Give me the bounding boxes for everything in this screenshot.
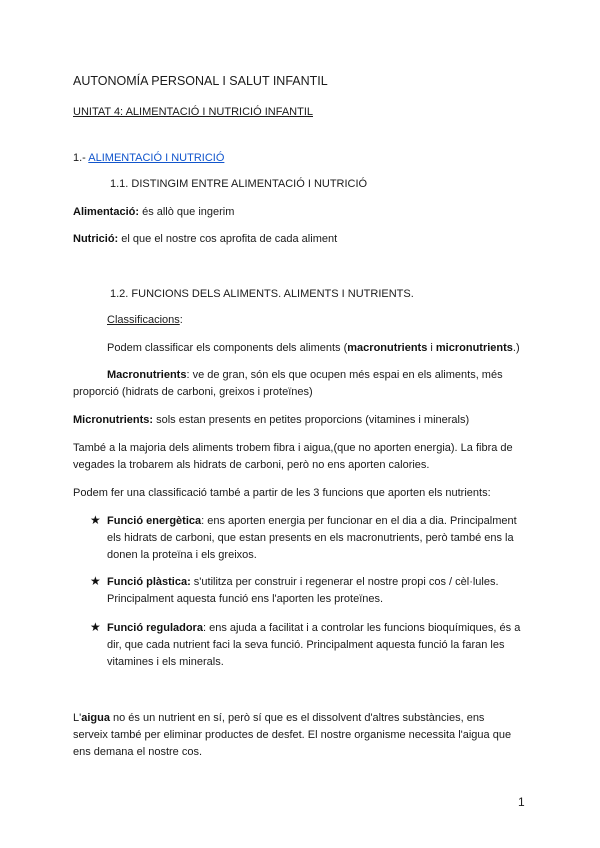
bullet-energetica-text-1: : ens aporten energia per funcionar en el dia a dia. Principalment — [201, 515, 517, 527]
macronutrients-term: Macronutrients — [107, 369, 187, 381]
macronutrients-line-2: proporció (hidrats de carboni, greixos i proteïnes) — [73, 386, 313, 398]
bullet-reguladora-text-1: : ens ajuda a facilitat i a controlar les funcions bioquímiques, és a — [202, 622, 521, 634]
classificacions-label: Classificacions — [107, 314, 180, 326]
micronutrients-text: sols estan presents en petites proporcions (vitamines i minerals) — [153, 414, 470, 426]
bullet-reguladora-line-2: dir, que cada nutrient faci la seva funció. Principalment aquesta funció la faran les — [107, 639, 505, 651]
aigua-line-2: serveix també per eliminar productes de desfet. El nostre organisme necessita l'aigua que — [73, 729, 512, 741]
components-macro: macronutrients — [347, 342, 428, 354]
bullet-energetica-term: Funció energètica — [107, 515, 202, 527]
nutricio-definition — [73, 231, 337, 248]
components-micro: micronutrients — [435, 342, 513, 354]
bullet-plastica-line-2: Principalment aquesta funció ens l'aporten les proteïnes. — [107, 593, 384, 605]
aigua-text-1: no és un nutrient en sí, però sí que es el dissolvent d'altres substàncies, ens — [109, 712, 485, 724]
bullet-plastica-term: Funció plàstica: — [107, 576, 191, 588]
bullet-reguladora-term: Funció reguladora — [107, 622, 203, 634]
classificacions-colon: : — [179, 314, 183, 326]
bullet-reguladora-line-3: vitamines i els minerals. — [107, 656, 224, 668]
unit-heading: UNITAT 4: ALIMENTACIÓ I NUTRICIÓ INFANTIL — [73, 106, 313, 118]
aigua-text-pre: L' — [73, 712, 82, 724]
star-bullet-icon: ★ — [90, 574, 101, 588]
fibra-line-1: També a la majoria dels aliments trobem fibra i aigua,(que no aporten energia). La fibra de — [73, 442, 513, 454]
micronutrients-definition — [73, 412, 469, 429]
components-text-post: .) — [512, 342, 520, 354]
document-title: AUTONOMÍA PERSONAL I SALUT INFANTIL — [73, 74, 328, 88]
bullet-plastica-text-1: s'utilitza per construir i regenerar el nostre propi cos / cèl·lules. — [190, 576, 499, 588]
bullet-plastica-line-1 — [107, 574, 499, 591]
bullet-energetica-line-1 — [107, 513, 517, 530]
nutricio-text: el que el nostre cos aprofita de cada aliment — [118, 233, 338, 245]
macronutrients-text-1: : ve de gran, són els que ocupen més espai en els aliments, més — [186, 369, 503, 381]
micronutrients-term: Micronutrients: — [73, 414, 154, 426]
funcions-intro: Podem fer una classificació també a partir de les 3 funcions que aporten els nutrients: — [73, 487, 491, 499]
star-bullet-icon: ★ — [90, 513, 101, 527]
star-bullet-icon: ★ — [90, 620, 101, 634]
subsection-1-1-heading: 1.1. DISTINGIM ENTRE ALIMENTACIÓ I NUTRICIÓ — [110, 178, 368, 190]
section-1-number: 1.- — [73, 152, 86, 164]
section-1-heading — [73, 150, 224, 167]
components-text-pre: Podem classificar els components dels aliments ( — [107, 342, 348, 354]
bullet-reguladora-line-1 — [107, 620, 520, 637]
aigua-line-1 — [73, 710, 484, 727]
bullet-energetica-line-2: els hidrats de carboni, que estan presents en els macronutrients, però també ens la — [107, 532, 514, 544]
aigua-line-3: ens demana el nostre cos. — [73, 746, 203, 758]
components-paragraph — [107, 340, 520, 357]
aigua-term: aigua — [81, 712, 110, 724]
bullet-energetica-line-3: donen la proteïna i els greixos. — [107, 549, 257, 561]
alimentacio-definition — [73, 204, 234, 221]
page-number: 1 — [518, 795, 525, 809]
components-text-mid: i — [427, 342, 436, 354]
alimentacio-term: Alimentació: — [73, 206, 140, 218]
nutricio-term: Nutrició: — [73, 233, 119, 245]
fibra-line-2: vegades la trobarem als hidrats de carboni, però no ens aporten calories. — [73, 459, 430, 471]
classificacions-heading — [107, 312, 183, 329]
subsection-1-2-heading: 1.2. FUNCIONS DELS ALIMENTS. ALIMENTS I NUTRIENTS. — [110, 288, 414, 300]
alimentacio-text: és allò que ingerim — [139, 206, 235, 218]
macronutrients-line-1 — [107, 367, 503, 384]
section-1-link[interactable]: ALIMENTACIÓ I NUTRICIÓ — [88, 152, 225, 164]
